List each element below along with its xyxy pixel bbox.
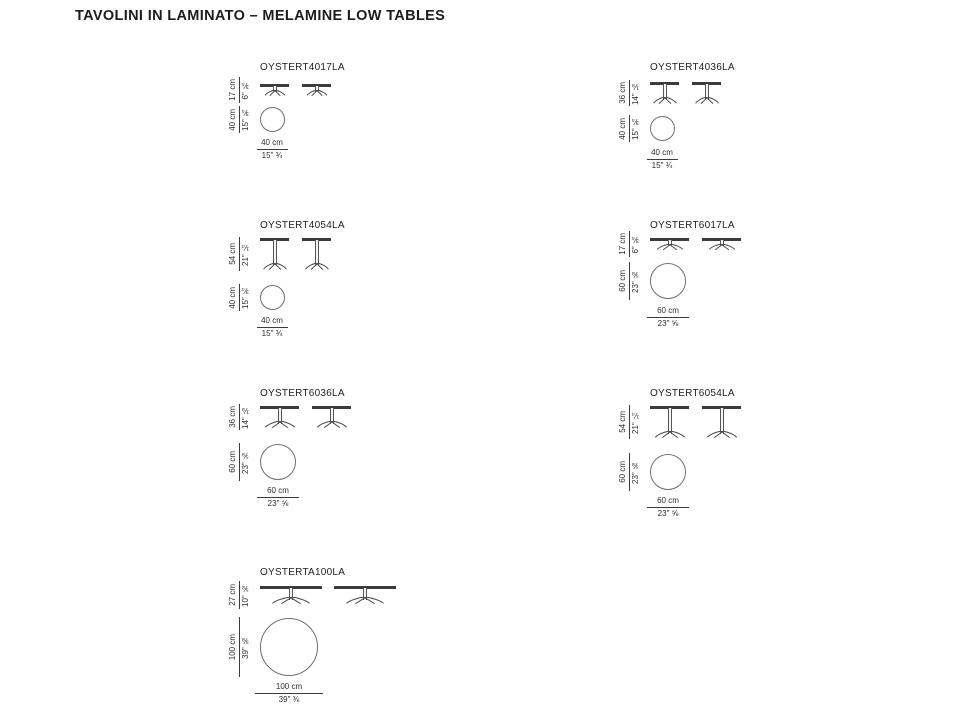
- pedestal-base: [656, 244, 683, 250]
- diameter-dimension-horizontal: [238, 486, 318, 509]
- height-in-label: 6" ¾: [631, 234, 640, 254]
- diameter-dimension-horizontal: [232, 138, 312, 161]
- height-in-label: 6" ¾: [241, 80, 250, 100]
- side-views: [650, 82, 721, 104]
- table-side-view: [302, 238, 331, 270]
- table-front-view: [260, 238, 289, 270]
- diameter-in-label: 23" ⅝: [657, 509, 679, 518]
- height-cm-label: 54 cm: [618, 411, 627, 433]
- table-top-view-circle: [260, 618, 318, 676]
- table-side-view: [692, 82, 721, 104]
- height-dimension: [229, 237, 250, 271]
- pedestal-base: [272, 597, 311, 604]
- diameter-dimension-vertical: [229, 106, 250, 133]
- table-top-view-circle: [650, 116, 675, 141]
- table-top-view-circle: [260, 444, 296, 480]
- table-top-view-circle: [650, 263, 686, 299]
- table-front-view: [650, 82, 679, 104]
- height-cm-label: 54 cm: [228, 243, 237, 265]
- diameter-dimension-vertical: [229, 284, 250, 311]
- diameter-dimension-horizontal: [628, 306, 708, 329]
- dimension-line: [239, 237, 240, 271]
- model-label: OYSTERTA100LA: [260, 567, 346, 578]
- diameter-cm-label: 100 cm: [275, 682, 303, 691]
- model-label: OYSTERT6036LA: [260, 388, 345, 399]
- model-label: OYSTERT4054LA: [260, 220, 345, 231]
- dimension-line: [239, 581, 240, 609]
- dimension-line: [629, 262, 630, 300]
- side-views: [260, 406, 351, 428]
- diameter-cm-label: 40 cm: [618, 117, 627, 140]
- pedestal-base: [695, 97, 719, 104]
- diameter-in-label: 39" ⅜: [278, 695, 300, 704]
- diameter-in-label: 23" ⅝: [657, 319, 679, 328]
- diameter-cm-label: 40 cm: [228, 286, 237, 309]
- dimension-line: [239, 106, 240, 133]
- diameter-cm-label: 60 cm: [267, 486, 289, 495]
- dimension-line: [239, 617, 240, 677]
- side-views: [650, 238, 741, 250]
- side-views: [650, 406, 741, 438]
- pedestal-base: [264, 421, 295, 428]
- height-in-label: 10" ⅝: [241, 583, 250, 607]
- diameter-dimension-horizontal: [622, 148, 702, 171]
- diameter-cm-label: 40 cm: [651, 148, 673, 157]
- diameter-in-label: 15" ¾: [241, 108, 250, 131]
- diameter-dimension-vertical: [619, 115, 640, 142]
- pedestal-base: [264, 90, 285, 96]
- diameter-dimension-horizontal: [628, 496, 708, 519]
- dimension-line: [257, 327, 288, 328]
- diameter-cm-label: 40 cm: [261, 316, 283, 325]
- diameter-in-label: 15" ¾: [261, 151, 283, 160]
- diameter-dimension-horizontal: [239, 682, 339, 705]
- table-side-view: [702, 406, 741, 438]
- pedestal-base: [263, 263, 287, 270]
- pedestal-base: [706, 431, 737, 438]
- dimension-line: [629, 453, 630, 491]
- height-cm-label: 36 cm: [228, 406, 237, 428]
- dimension-line: [257, 149, 288, 150]
- dimension-line: [239, 77, 240, 103]
- diameter-cm-label: 60 cm: [618, 461, 627, 483]
- model-label: OYSTERT4036LA: [650, 62, 735, 73]
- pedestal-base: [316, 421, 347, 428]
- diameter-in-label: 15" ¾: [241, 286, 250, 309]
- height-in-label: 21" ¼: [241, 242, 250, 266]
- diameter-cm-label: 60 cm: [618, 270, 627, 292]
- diameter-in-label: 15" ¾: [651, 161, 673, 170]
- dimension-line: [239, 284, 240, 311]
- table-side-view: [302, 84, 331, 96]
- dimension-line: [647, 159, 678, 160]
- height-in-label: 14" ⅛: [631, 81, 640, 105]
- table-front-view: [650, 406, 689, 438]
- table-front-view: [650, 238, 689, 250]
- diameter-dimension-vertical: [619, 262, 640, 300]
- model-label: OYSTERT6054LA: [650, 388, 735, 399]
- diameter-cm-label: 60 cm: [657, 306, 679, 315]
- table-side-view: [702, 238, 741, 250]
- diameter-in-label: 23" ⅝: [267, 499, 289, 508]
- diameter-in-label: 23" ⅝: [241, 450, 250, 474]
- side-views: [260, 586, 396, 604]
- diameter-cm-label: 40 cm: [261, 138, 283, 147]
- diameter-dimension-vertical: [229, 617, 250, 677]
- dimension-line: [629, 231, 630, 257]
- table-front-view: [260, 84, 289, 96]
- height-dimension: [229, 77, 250, 103]
- dimension-line: [629, 115, 630, 142]
- pedestal-base: [305, 263, 329, 270]
- diameter-dimension-vertical: [619, 453, 640, 491]
- diameter-dimension-horizontal: [232, 316, 312, 339]
- dimension-line: [629, 405, 630, 439]
- diameter-in-label: 15" ¾: [631, 117, 640, 140]
- page-title: TAVOLINI IN LAMINATO – MELAMINE LOW TABLES: [75, 8, 446, 24]
- table-top-view-circle: [260, 107, 285, 132]
- table-front-view: [260, 586, 322, 604]
- side-views: [260, 84, 331, 96]
- diameter-in-label: 39" ⅜: [241, 635, 250, 659]
- table-side-view: [312, 406, 351, 428]
- height-in-label: 14" ⅛: [241, 405, 250, 429]
- dimension-line: [647, 317, 689, 318]
- height-cm-label: 36 cm: [618, 82, 627, 104]
- pedestal-base: [654, 431, 685, 438]
- pedestal-base: [306, 90, 327, 96]
- diameter-in-label: 23" ⅝: [631, 269, 640, 293]
- dimension-line: [629, 80, 630, 106]
- height-cm-label: 27 cm: [228, 584, 237, 606]
- pedestal-base: [708, 244, 735, 250]
- pedestal-base: [346, 597, 385, 604]
- height-cm-label: 17 cm: [618, 233, 627, 255]
- model-label: OYSTERT6017LA: [650, 220, 735, 231]
- table-front-view: [260, 406, 299, 428]
- diameter-cm-label: 60 cm: [657, 496, 679, 505]
- table-top-view-circle: [260, 285, 285, 310]
- dimension-line: [255, 693, 323, 694]
- height-in-label: 21" ¼: [631, 410, 640, 434]
- height-dimension: [619, 405, 640, 439]
- table-top-view-circle: [650, 454, 686, 490]
- diameter-in-label: 15" ¾: [261, 329, 283, 338]
- dimension-line: [239, 443, 240, 481]
- diameter-cm-label: 100 cm: [228, 633, 237, 661]
- height-dimension: [229, 581, 250, 609]
- diameter-cm-label: 60 cm: [228, 451, 237, 473]
- table-side-view: [334, 586, 396, 604]
- dimension-line: [239, 404, 240, 430]
- height-dimension: [619, 231, 640, 257]
- height-cm-label: 17 cm: [228, 79, 237, 101]
- diameter-in-label: 23" ⅝: [631, 460, 640, 484]
- dimension-line: [257, 497, 299, 498]
- dimension-line: [647, 507, 689, 508]
- diameter-cm-label: 40 cm: [228, 108, 237, 131]
- height-dimension: [619, 80, 640, 106]
- model-label: OYSTERT4017LA: [260, 62, 345, 73]
- diameter-dimension-vertical: [229, 443, 250, 481]
- pedestal-base: [653, 97, 677, 104]
- height-dimension: [229, 404, 250, 430]
- side-views: [260, 238, 331, 270]
